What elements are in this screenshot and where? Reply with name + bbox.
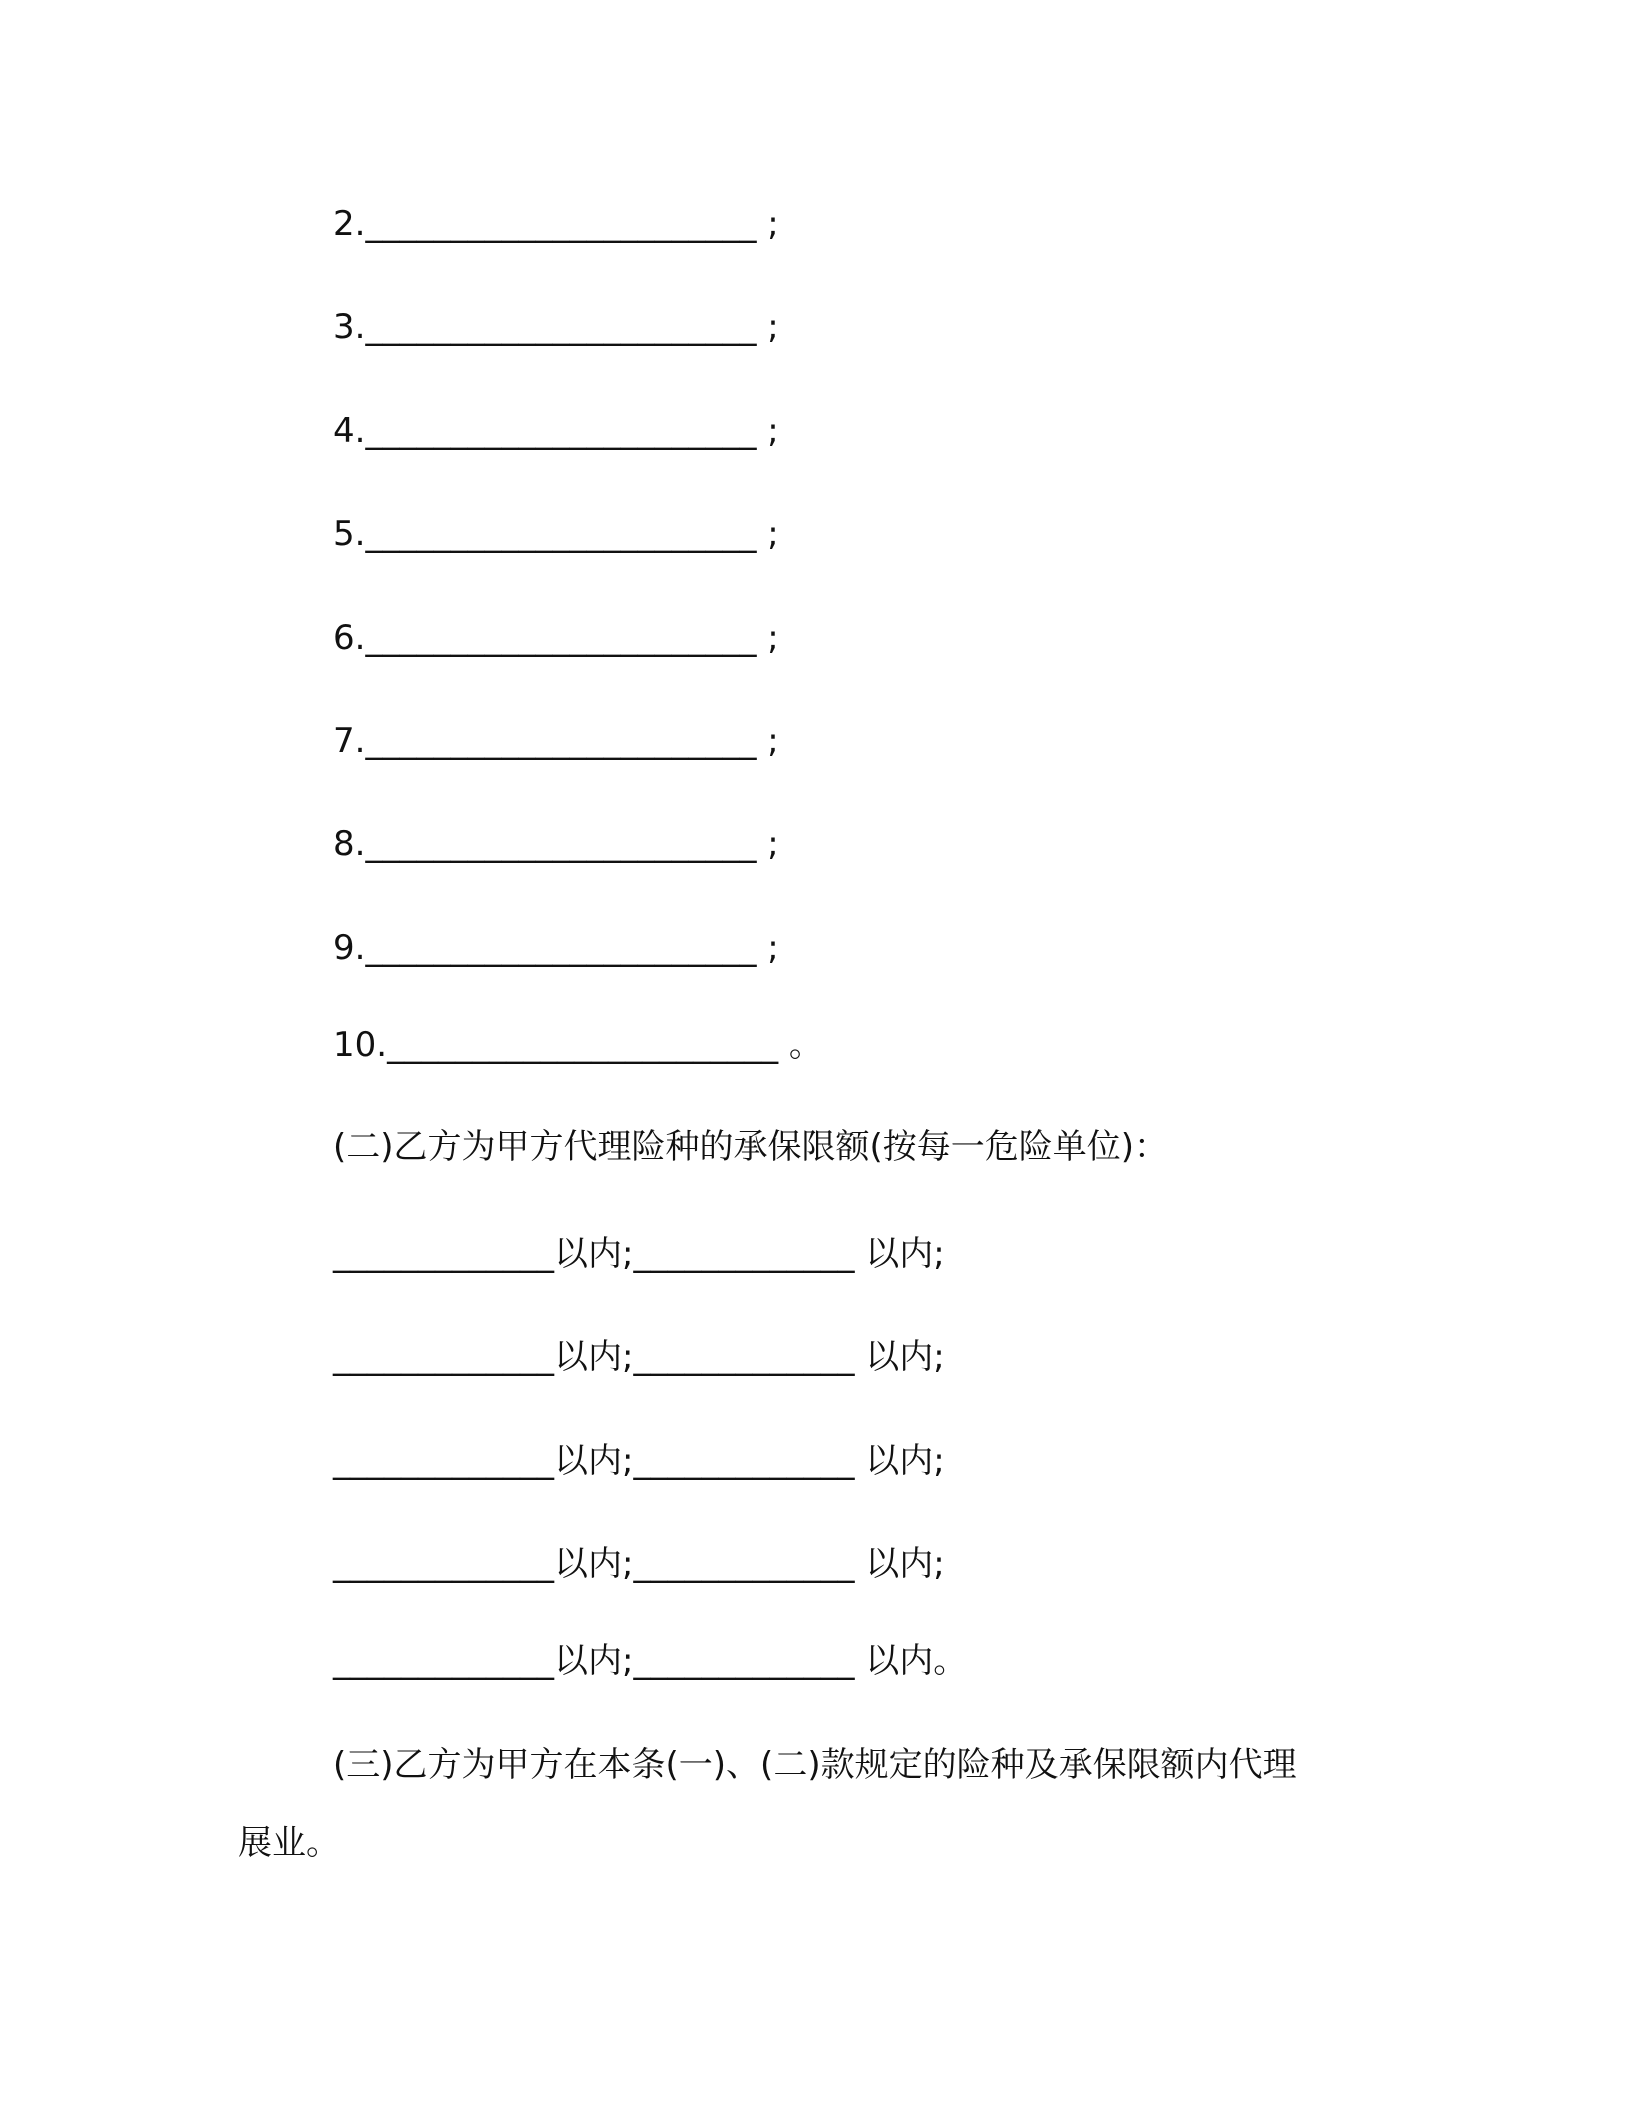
limit-line-4: _____________以内;_____________ 以内; — [333, 1544, 945, 1584]
numbered-item-10: 10._______________________ 。 — [333, 1025, 823, 1065]
section-three-line-1: (三)乙方为甲方在本条(一)、(二)款规定的险种及承保限额内代理 — [333, 1745, 1297, 1785]
numbered-item-2: 2._______________________ ; — [333, 204, 779, 244]
numbered-item-6: 6._______________________ ; — [333, 618, 779, 658]
numbered-item-8: 8._______________________ ; — [333, 824, 779, 864]
section-three-line-2: 展业。 — [238, 1823, 340, 1863]
limit-line-5: _____________以内;_____________ 以内。 — [333, 1641, 968, 1681]
limit-line-3: _____________以内;_____________ 以内; — [333, 1441, 945, 1481]
numbered-item-7: 7._______________________ ; — [333, 721, 779, 761]
numbered-item-3: 3._______________________ ; — [333, 307, 779, 347]
limit-line-2: _____________以内;_____________ 以内; — [333, 1337, 945, 1377]
limit-line-1: _____________以内;_____________ 以内; — [333, 1234, 945, 1274]
section-two-heading: (二)乙方为甲方代理险种的承保限额(按每一危险单位)： — [333, 1127, 1169, 1167]
numbered-item-5: 5._______________________ ; — [333, 514, 779, 554]
numbered-item-4: 4._______________________ ; — [333, 411, 779, 451]
numbered-item-9: 9._______________________ ; — [333, 928, 779, 968]
